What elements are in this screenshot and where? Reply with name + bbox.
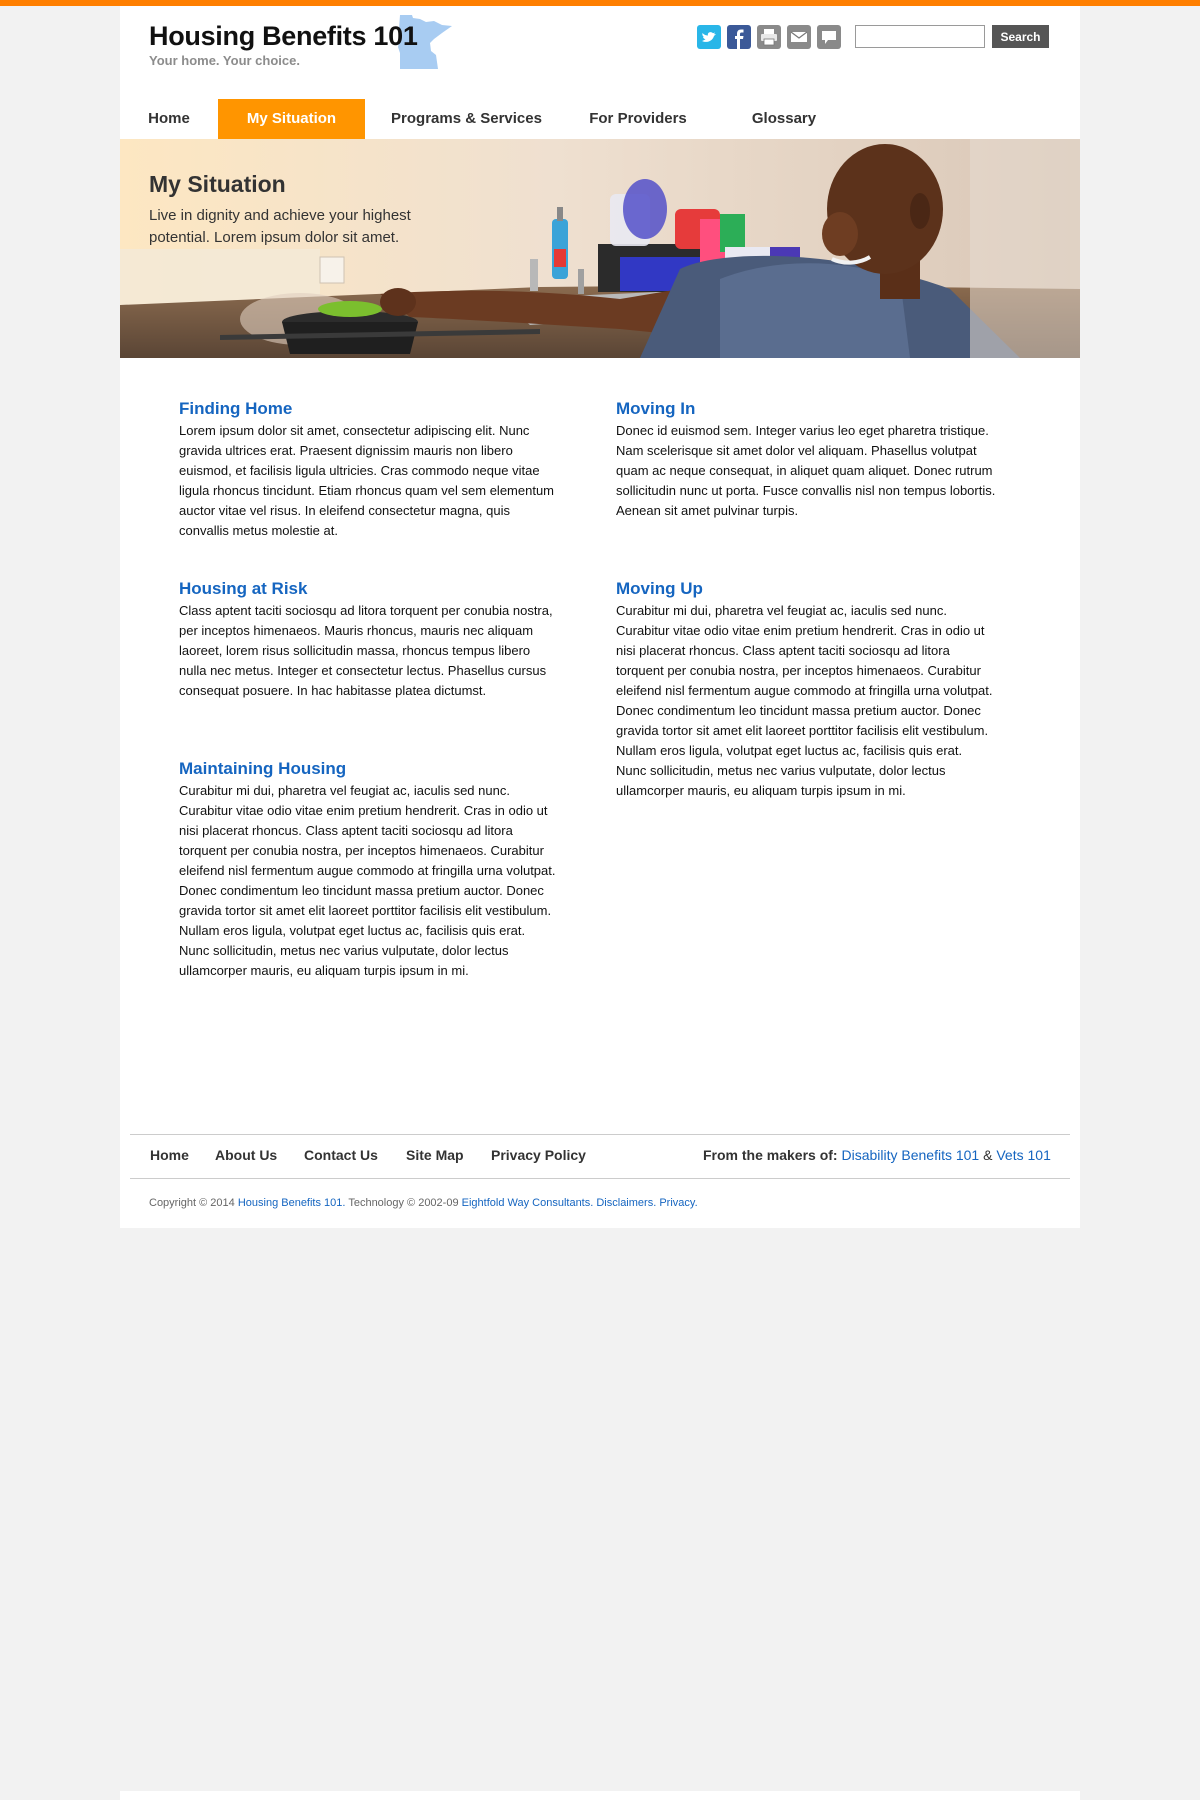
copyright-prefix: Copyright © 2014 <box>149 1197 235 1209</box>
footer-link-privacy-policy[interactable]: Privacy Policy <box>491 1147 586 1163</box>
footer-link-about-us[interactable]: About Us <box>215 1147 278 1163</box>
email-icon[interactable] <box>787 25 811 49</box>
nav-item-home[interactable]: Home <box>148 110 190 127</box>
section-title[interactable]: Housing at Risk <box>179 579 308 598</box>
nav-item-programs-services[interactable]: Programs & Services <box>391 110 542 127</box>
nav-item-glossary[interactable]: Glossary <box>751 110 817 127</box>
page-container <box>120 6 1080 1228</box>
twitter-icon[interactable] <box>697 25 721 49</box>
hero-banner <box>120 139 1080 358</box>
makers-credit <box>703 1147 1051 1163</box>
facebook-icon[interactable] <box>727 25 751 49</box>
section-body: Class aptent taciti sociosqu ad litora torquent per conubia nostra, per inceptos himenaeos. Mauris rhoncus, mauris nec aliquam laoreet, lorem risus sollicitudin massa, rhoncus tempus libero nulla nec metus. Integer et consectetur lectus. Phasellus cursus consequat posuere. In hac habitasse platea dictumst. <box>179 603 553 698</box>
section-body: Curabitur mi dui, pharetra vel feugiat ac, iaculis sed nunc. Curabitur vitae odio vitae enim pretium hendrerit. Cras in odio ut nisi placerat rhoncus. Class aptent taciti sociosqu ad litora torquent per conubia nostra, per inceptos himenaeos. Curabitur eleifend nisl fermentum augue commodo at fringilla urna volutpat. <box>179 783 556 878</box>
makers-ampersand: & <box>983 1147 993 1163</box>
footer-divider-bottom <box>130 1178 1070 1179</box>
makers-label: From the makers of: <box>703 1147 838 1163</box>
nav-item-for-providers[interactable]: For Providers <box>589 110 687 127</box>
section-title[interactable]: Maintaining Housing <box>179 759 347 778</box>
footer-divider-top <box>130 1134 1070 1135</box>
copyright-site-link[interactable]: Housing Benefits 101. <box>237 1197 346 1209</box>
section-body: Curabitur mi dui, pharetra vel feugiat ac, iaculis sed nunc. Curabitur vitae odio vitae enim pretium hendrerit. Cras in odio ut nisi placerat rhoncus. Class aptent taciti sociosqu ad litora torquent per conubia nostra, per inceptos himenaeos. Curabitur eleifend nisl fermentum augue commodo at fringilla urna volutpat. <box>616 603 993 698</box>
section-finding-home <box>179 398 559 541</box>
site-tagline: Your home. Your choice. <box>149 53 300 68</box>
section-title[interactable]: Moving In <box>616 399 696 418</box>
section-housing-at-risk <box>179 578 559 701</box>
company-link[interactable]: Eightfold Way Consultants. <box>461 1197 594 1209</box>
section-body: Donec id euismod sem. Integer varius leo eget pharetra tristique. Nam scelerisque sit amet dolor vel aliquam. Phasellus volutpat quam ac neque consequat, in aliquet quam aliquet. Donec rutrum sollicitudin nunc ut porta. Fusce convallis nisl non tempus lobortis. Aenean sit amet pulvinar turpis. <box>616 423 996 518</box>
section-moving-in <box>616 398 996 521</box>
section-moving-up <box>616 578 996 801</box>
comment-icon[interactable] <box>817 25 841 49</box>
section-body-continued: Donec condimentum leo tincidunt massa pretium auctor. Donec gravida tortor sit amet elit laoreet porttitor facilisis elit vestibulum. Nullam eros ligula, volutpat eget luctus ac, facilisis quis erat. Nunc sollicitudin, metus nec varius vulputate, dolor lectus ullamcorper mauris, eu aliquam turpis ipsum in mi. <box>616 703 989 798</box>
main-nav <box>120 99 1080 139</box>
disclaimers-link[interactable]: Disclaimers. <box>596 1197 657 1209</box>
section-body: Lorem ipsum dolor sit amet, consectetur adipiscing elit. Nunc gravida ultrices erat. Praesent dignissim mauris non libero euismod, et facilisis ligula ultricies. Cras commodo neque vitae ligula rhoncus tincidunt. Etiam rhoncus quam vel sem elementum auctor vitae vel risus. In eleifend consectetur magna, quis convallis metus molestie at. <box>179 423 555 538</box>
search-button[interactable]: Search <box>992 25 1049 48</box>
section-body-continued: Donec condimentum leo tincidunt massa pretium auctor. Donec gravida tortor sit amet elit laoreet porttitor facilisis elit vestibulum. Nullam eros ligula, volutpat eget luctus ac, facilisis quis erat. Nunc sollicitudin, metus nec varius vulputate, dolor lectus ullamcorper mauris, eu aliquam turpis ipsum in mi. <box>179 883 552 978</box>
nav-item-my-situation[interactable]: My Situation <box>218 99 365 139</box>
copyright-line <box>149 1197 698 1209</box>
footer-link-contact-us[interactable]: Contact Us <box>304 1147 378 1163</box>
hero-subtitle: Live in dignity and achieve your highest potential. Lorem ipsum dolor sit amet. <box>149 207 411 246</box>
print-icon[interactable] <box>757 25 781 49</box>
disability-benefits-link[interactable]: Disability Benefits 101 <box>841 1147 980 1163</box>
bottom-page-strip <box>120 1791 1080 1800</box>
copyright-tech: Technology © 2002-09 <box>348 1197 459 1209</box>
section-maintaining-housing <box>179 758 559 981</box>
hero-title: My Situation <box>149 171 286 197</box>
site-title[interactable]: Housing Benefits 101 <box>149 21 418 51</box>
search-input[interactable] <box>855 25 985 48</box>
vets-101-link[interactable]: Vets 101 <box>996 1147 1051 1163</box>
section-title[interactable]: Moving Up <box>616 579 703 598</box>
section-title[interactable]: Finding Home <box>179 399 293 418</box>
privacy-link[interactable]: Privacy. <box>659 1197 698 1209</box>
footer-link-home[interactable]: Home <box>150 1147 189 1163</box>
footer-link-site-map[interactable]: Site Map <box>406 1147 464 1163</box>
